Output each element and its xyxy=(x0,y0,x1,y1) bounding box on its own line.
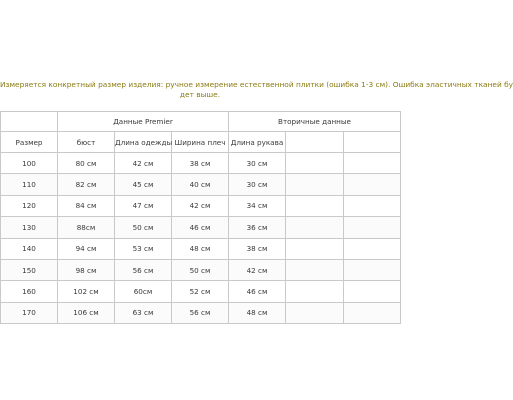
bust-cell: 82 см xyxy=(58,174,115,195)
size-cell: 150 xyxy=(1,259,58,280)
table-row xyxy=(1,238,401,259)
length-column-header: Длина одежды xyxy=(115,132,172,153)
length-cell: 60см xyxy=(115,281,172,302)
measurement-notice xyxy=(0,80,513,100)
bust-cell: 84 см xyxy=(58,195,115,216)
size-cell: 170 xyxy=(1,302,58,323)
empty-cell xyxy=(344,259,401,280)
size-cell: 140 xyxy=(1,238,58,259)
empty-column-header xyxy=(286,132,344,153)
bust-column-header: бюст xyxy=(58,132,115,153)
bust-cell: 80 см xyxy=(58,153,115,174)
size-cell: 160 xyxy=(1,281,58,302)
empty-column-header xyxy=(344,132,401,153)
shoulder-cell: 48 см xyxy=(172,238,229,259)
empty-cell xyxy=(286,238,344,259)
size-cell: 100 xyxy=(1,153,58,174)
sleeve-cell: 42 см xyxy=(229,259,286,280)
shoulder-cell: 40 см xyxy=(172,174,229,195)
empty-cell xyxy=(344,238,401,259)
group-header-row xyxy=(1,112,401,132)
bust-cell: 98 см xyxy=(58,259,115,280)
empty-cell xyxy=(344,174,401,195)
empty-cell xyxy=(344,195,401,216)
size-cell: 130 xyxy=(1,217,58,238)
table-row xyxy=(1,153,401,174)
empty-cell xyxy=(286,281,344,302)
length-cell: 42 см xyxy=(115,153,172,174)
empty-cell xyxy=(286,302,344,323)
sleeve-cell: 38 см xyxy=(229,238,286,259)
secondary-data-header: Вторичные данные xyxy=(229,112,401,132)
shoulder-cell: 42 см xyxy=(172,195,229,216)
sleeve-cell: 48 см xyxy=(229,302,286,323)
bust-cell: 88см xyxy=(58,217,115,238)
length-cell: 63 см xyxy=(115,302,172,323)
empty-cell xyxy=(286,217,344,238)
shoulder-cell: 46 см xyxy=(172,217,229,238)
bust-cell: 94 см xyxy=(58,238,115,259)
empty-cell xyxy=(344,217,401,238)
shoulder-cell: 38 см xyxy=(172,153,229,174)
empty-header-cell xyxy=(1,112,58,132)
shoulder-cell: 56 см xyxy=(172,302,229,323)
empty-cell xyxy=(286,153,344,174)
empty-cell xyxy=(286,195,344,216)
size-column-header: Размер xyxy=(1,132,58,153)
table-row xyxy=(1,174,401,195)
sleeve-cell: 46 см xyxy=(229,281,286,302)
column-header-row xyxy=(1,132,401,153)
premier-data-header: Данные Premier xyxy=(58,112,229,132)
length-cell: 50 см xyxy=(115,217,172,238)
sleeve-cell: 34 см xyxy=(229,195,286,216)
bust-cell: 102 см xyxy=(58,281,115,302)
length-cell: 47 см xyxy=(115,195,172,216)
sleeve-column-header: Длина рукава xyxy=(229,132,286,153)
empty-cell xyxy=(344,302,401,323)
size-cell: 120 xyxy=(1,195,58,216)
empty-cell xyxy=(344,153,401,174)
table-row xyxy=(1,281,401,302)
notice-line-2: дет выше. xyxy=(179,90,221,99)
size-table xyxy=(0,111,401,324)
shoulder-column-header: Ширина плеч xyxy=(172,132,229,153)
table-row xyxy=(1,259,401,280)
size-cell: 110 xyxy=(1,174,58,195)
empty-cell xyxy=(286,259,344,280)
empty-cell xyxy=(286,174,344,195)
shoulder-cell: 50 см xyxy=(172,259,229,280)
table-row xyxy=(1,217,401,238)
length-cell: 56 см xyxy=(115,259,172,280)
shoulder-cell: 52 см xyxy=(172,281,229,302)
sleeve-cell: 30 см xyxy=(229,174,286,195)
table-row xyxy=(1,302,401,323)
sleeve-cell: 30 см xyxy=(229,153,286,174)
empty-cell xyxy=(344,281,401,302)
notice-line-1: Измеряется конкретный размер изделия: ручное измерение естественной плитки (ошибка 1-3 см). Ошибка эластичных тканей бу xyxy=(0,80,513,89)
length-cell: 45 см xyxy=(115,174,172,195)
bust-cell: 106 см xyxy=(58,302,115,323)
length-cell: 53 см xyxy=(115,238,172,259)
sleeve-cell: 36 см xyxy=(229,217,286,238)
table-row xyxy=(1,195,401,216)
